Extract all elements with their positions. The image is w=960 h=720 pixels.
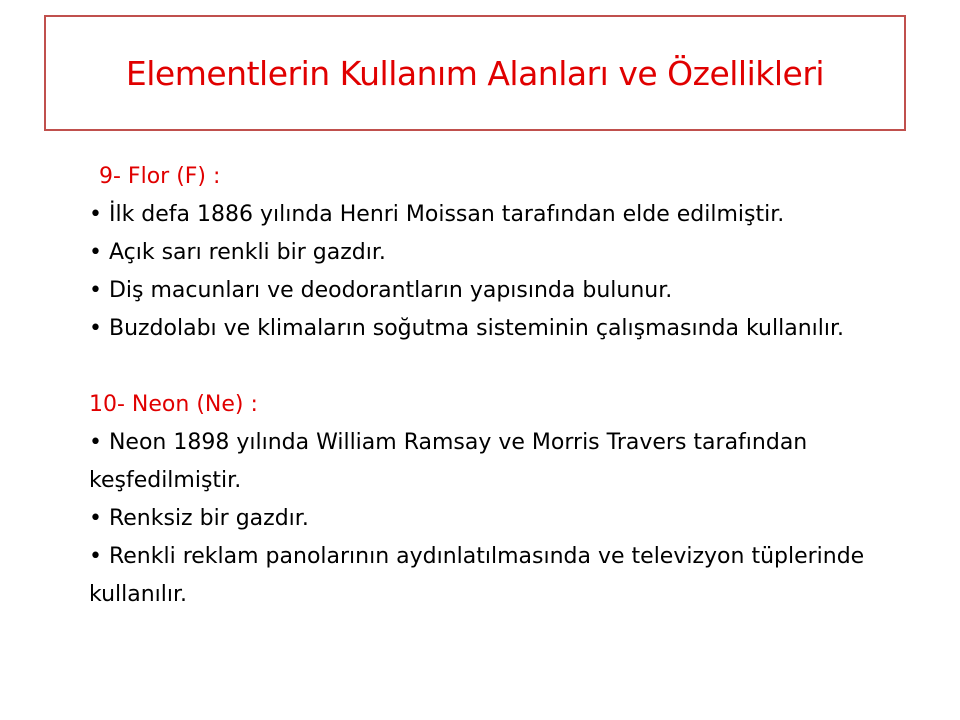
section-neon xyxy=(89,386,889,614)
section-heading: 9- Flor (F) : xyxy=(99,164,221,189)
bullet-item: • Diş macunları ve deodorantların yapısında bulunur. xyxy=(89,278,673,303)
bullet-item: • Renkli reklam panolarının aydınlatılmasında ve televizyon tüplerinde kullanılır. xyxy=(89,544,865,607)
section-heading: 10- Neon (Ne) : xyxy=(89,392,258,417)
bullet-item: • İlk defa 1886 yılında Henri Moissan tarafından elde edilmiştir. xyxy=(89,202,785,227)
bullet-item: • Neon 1898 yılında William Ramsay ve Morris Travers tarafından keşfedilmiştir. xyxy=(89,430,808,493)
section-flor xyxy=(89,158,889,348)
bullet-item: • Buzdolabı ve klimaların soğutma sisteminin çalışmasında kullanılır. xyxy=(89,316,844,341)
bullet-item: • Renksiz bir gazdır. xyxy=(89,506,309,531)
title-box xyxy=(44,15,906,131)
slide-title: Elementlerin Kullanım Alanları ve Özellikleri xyxy=(125,53,825,93)
slide-content xyxy=(89,158,889,614)
section-spacer xyxy=(89,348,889,386)
bullet-item: • Açık sarı renkli bir gazdır. xyxy=(89,240,386,265)
